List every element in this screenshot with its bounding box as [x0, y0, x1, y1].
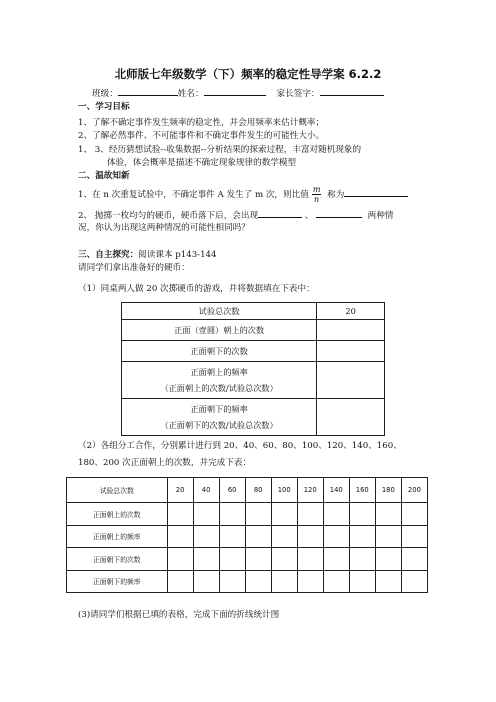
- answer-cell[interactable]: [297, 548, 323, 571]
- answer-cell[interactable]: [401, 525, 427, 548]
- answer-cell[interactable]: [245, 570, 271, 593]
- answer-cell[interactable]: [245, 503, 271, 526]
- row-label: 正面朝下的次数: [122, 341, 317, 362]
- row-label: 正面朝上的频率 （正面朝上的次数/试验总次数）: [122, 362, 317, 399]
- answer-cell[interactable]: [271, 548, 297, 571]
- answer-cell[interactable]: [193, 570, 219, 593]
- column-header: 160: [349, 478, 375, 503]
- table-row: [67, 570, 428, 593]
- answer-cell[interactable]: [193, 548, 219, 571]
- name-blank[interactable]: [204, 86, 266, 96]
- goal-item: 1、了解不确定事件发生频率的稳定性，并会用频率来估计概率；: [78, 118, 325, 128]
- column-header: 120: [297, 478, 323, 503]
- coin-toss-table-20: [121, 302, 385, 436]
- table-row: [122, 362, 385, 399]
- row-value: 20: [317, 303, 385, 320]
- answer-cell[interactable]: [317, 399, 385, 436]
- page-title: 北师版七年级数学（下）频率的稳定性导学案 6.2.2: [114, 67, 382, 81]
- table-row: [122, 399, 385, 436]
- answer-cell[interactable]: [193, 503, 219, 526]
- row-label: 正面朝下的次数: [67, 548, 168, 571]
- column-header: 100: [271, 478, 297, 503]
- row-label: 正面朝上的频率: [67, 525, 168, 548]
- row-label: 试验总次数: [122, 303, 317, 320]
- answer-cell[interactable]: [323, 503, 349, 526]
- task2-text-cont: 180、200 次正面朝上的次数，并完成下表：: [78, 458, 252, 468]
- answer-cell[interactable]: [219, 570, 245, 593]
- column-header: 200: [401, 478, 427, 503]
- fraction-m-over-n: $\frac{m}{n}$: [312, 185, 321, 204]
- answer-cell[interactable]: [375, 570, 401, 593]
- table-row: [67, 525, 428, 548]
- answer-cell[interactable]: [323, 570, 349, 593]
- table-row: [122, 303, 385, 320]
- answer-cell[interactable]: [219, 525, 245, 548]
- table-header-row: [67, 478, 428, 503]
- goal-item: 2、了解必然事件、不可能事件和不确定事件发生的可能性大小。: [78, 131, 325, 141]
- review-question-2: 2、 抛掷一枚均匀的硬币，硬币落下后，会出现 、 两种情: [78, 208, 393, 222]
- answer-cell[interactable]: [323, 525, 349, 548]
- coin-toss-cumulative-table: [66, 477, 428, 593]
- answer-cell[interactable]: [297, 525, 323, 548]
- answer-cell[interactable]: [167, 503, 193, 526]
- column-header: 60: [219, 478, 245, 503]
- row-label: 正面朝下的频率: [67, 570, 168, 593]
- task2-text: （2）各组分工合作，分别累计进行到 20、40、60、80、100、120、140、160、: [78, 441, 402, 451]
- name-label: 姓名：: [177, 89, 204, 99]
- answer-cell[interactable]: [297, 570, 323, 593]
- review-question-2-cont: 况，你认为出现这两种情况的可能性相同吗？: [78, 223, 250, 233]
- answer-cell[interactable]: [375, 525, 401, 548]
- column-header: 40: [193, 478, 219, 503]
- answer-cell[interactable]: [297, 503, 323, 526]
- section3-intro: 请同学们拿出准备好的硬币：: [78, 263, 190, 273]
- table-row: [122, 341, 385, 362]
- section1-heading: 一、学习目标: [78, 102, 130, 112]
- answer-cell[interactable]: [375, 548, 401, 571]
- class-label: 班级：: [92, 89, 118, 99]
- answer-cell[interactable]: [271, 570, 297, 593]
- answer-cell[interactable]: [349, 525, 375, 548]
- column-header: 140: [323, 478, 349, 503]
- table-row: [122, 320, 385, 341]
- row-label: 正面朝下的频率 （正面朝下的次数/试验总次数）: [122, 399, 317, 436]
- goal-item: 体验，体会概率是描述不确定现象规律的数学模型: [107, 158, 297, 168]
- answer-cell[interactable]: [375, 503, 401, 526]
- answer-cell[interactable]: [167, 548, 193, 571]
- answer-cell[interactable]: [167, 570, 193, 593]
- answer-cell[interactable]: [193, 525, 219, 548]
- answer-cell[interactable]: [401, 570, 427, 593]
- review-question-1: 1、在 n 次重复试验中，不确定事件 A 发生了 m 次，则比值 $\frac{m}{n}$ 称为: [78, 184, 408, 206]
- header-label: 试验总次数: [67, 478, 168, 503]
- answer-cell[interactable]: [349, 548, 375, 571]
- answer-blank[interactable]: [316, 208, 362, 218]
- row-label: 正面朝上的次数: [67, 503, 168, 526]
- column-header: 180: [375, 478, 401, 503]
- answer-cell[interactable]: [401, 503, 427, 526]
- answer-blank[interactable]: [258, 208, 302, 218]
- section2-heading: 二、温故知新: [78, 171, 130, 181]
- task3-text: (3)请同学们根据已填的表格，完成下面的折线统计图: [78, 610, 280, 620]
- class-blank[interactable]: [118, 86, 178, 96]
- answer-cell[interactable]: [349, 503, 375, 526]
- info-line: [92, 86, 384, 100]
- answer-cell[interactable]: [401, 548, 427, 571]
- parent-blank[interactable]: [320, 86, 384, 96]
- column-header: 80: [245, 478, 271, 503]
- answer-cell[interactable]: [317, 341, 385, 362]
- row-label: 正面（壹圆）朝上的次数: [122, 320, 317, 341]
- answer-cell[interactable]: [167, 525, 193, 548]
- answer-cell[interactable]: [271, 503, 297, 526]
- answer-cell[interactable]: [317, 362, 385, 399]
- answer-cell[interactable]: [271, 525, 297, 548]
- task1-text: （1）同桌两人做 20 次掷硬币的游戏，并将数据填在下表中：: [78, 284, 315, 294]
- answer-cell[interactable]: [219, 548, 245, 571]
- answer-cell[interactable]: [219, 503, 245, 526]
- table-row: [67, 548, 428, 571]
- goal-item: 1、 3、经历猜想试验--收集数据--分析结果的探索过程，丰富对随机现象的: [78, 145, 362, 155]
- section3-heading-line: [78, 249, 217, 261]
- parent-label: 家长签字：: [276, 89, 320, 99]
- answer-cell[interactable]: [349, 570, 375, 593]
- answer-cell[interactable]: [323, 548, 349, 571]
- reading-note: 阅读课本 p143-144: [138, 250, 217, 260]
- column-header: 20: [167, 478, 193, 503]
- section3-heading: 三、自主探究：: [78, 250, 139, 260]
- answer-cell[interactable]: [245, 525, 271, 548]
- answer-blank[interactable]: [344, 187, 408, 197]
- table-row: [67, 503, 428, 526]
- answer-cell[interactable]: [245, 548, 271, 571]
- answer-cell[interactable]: [317, 320, 385, 341]
